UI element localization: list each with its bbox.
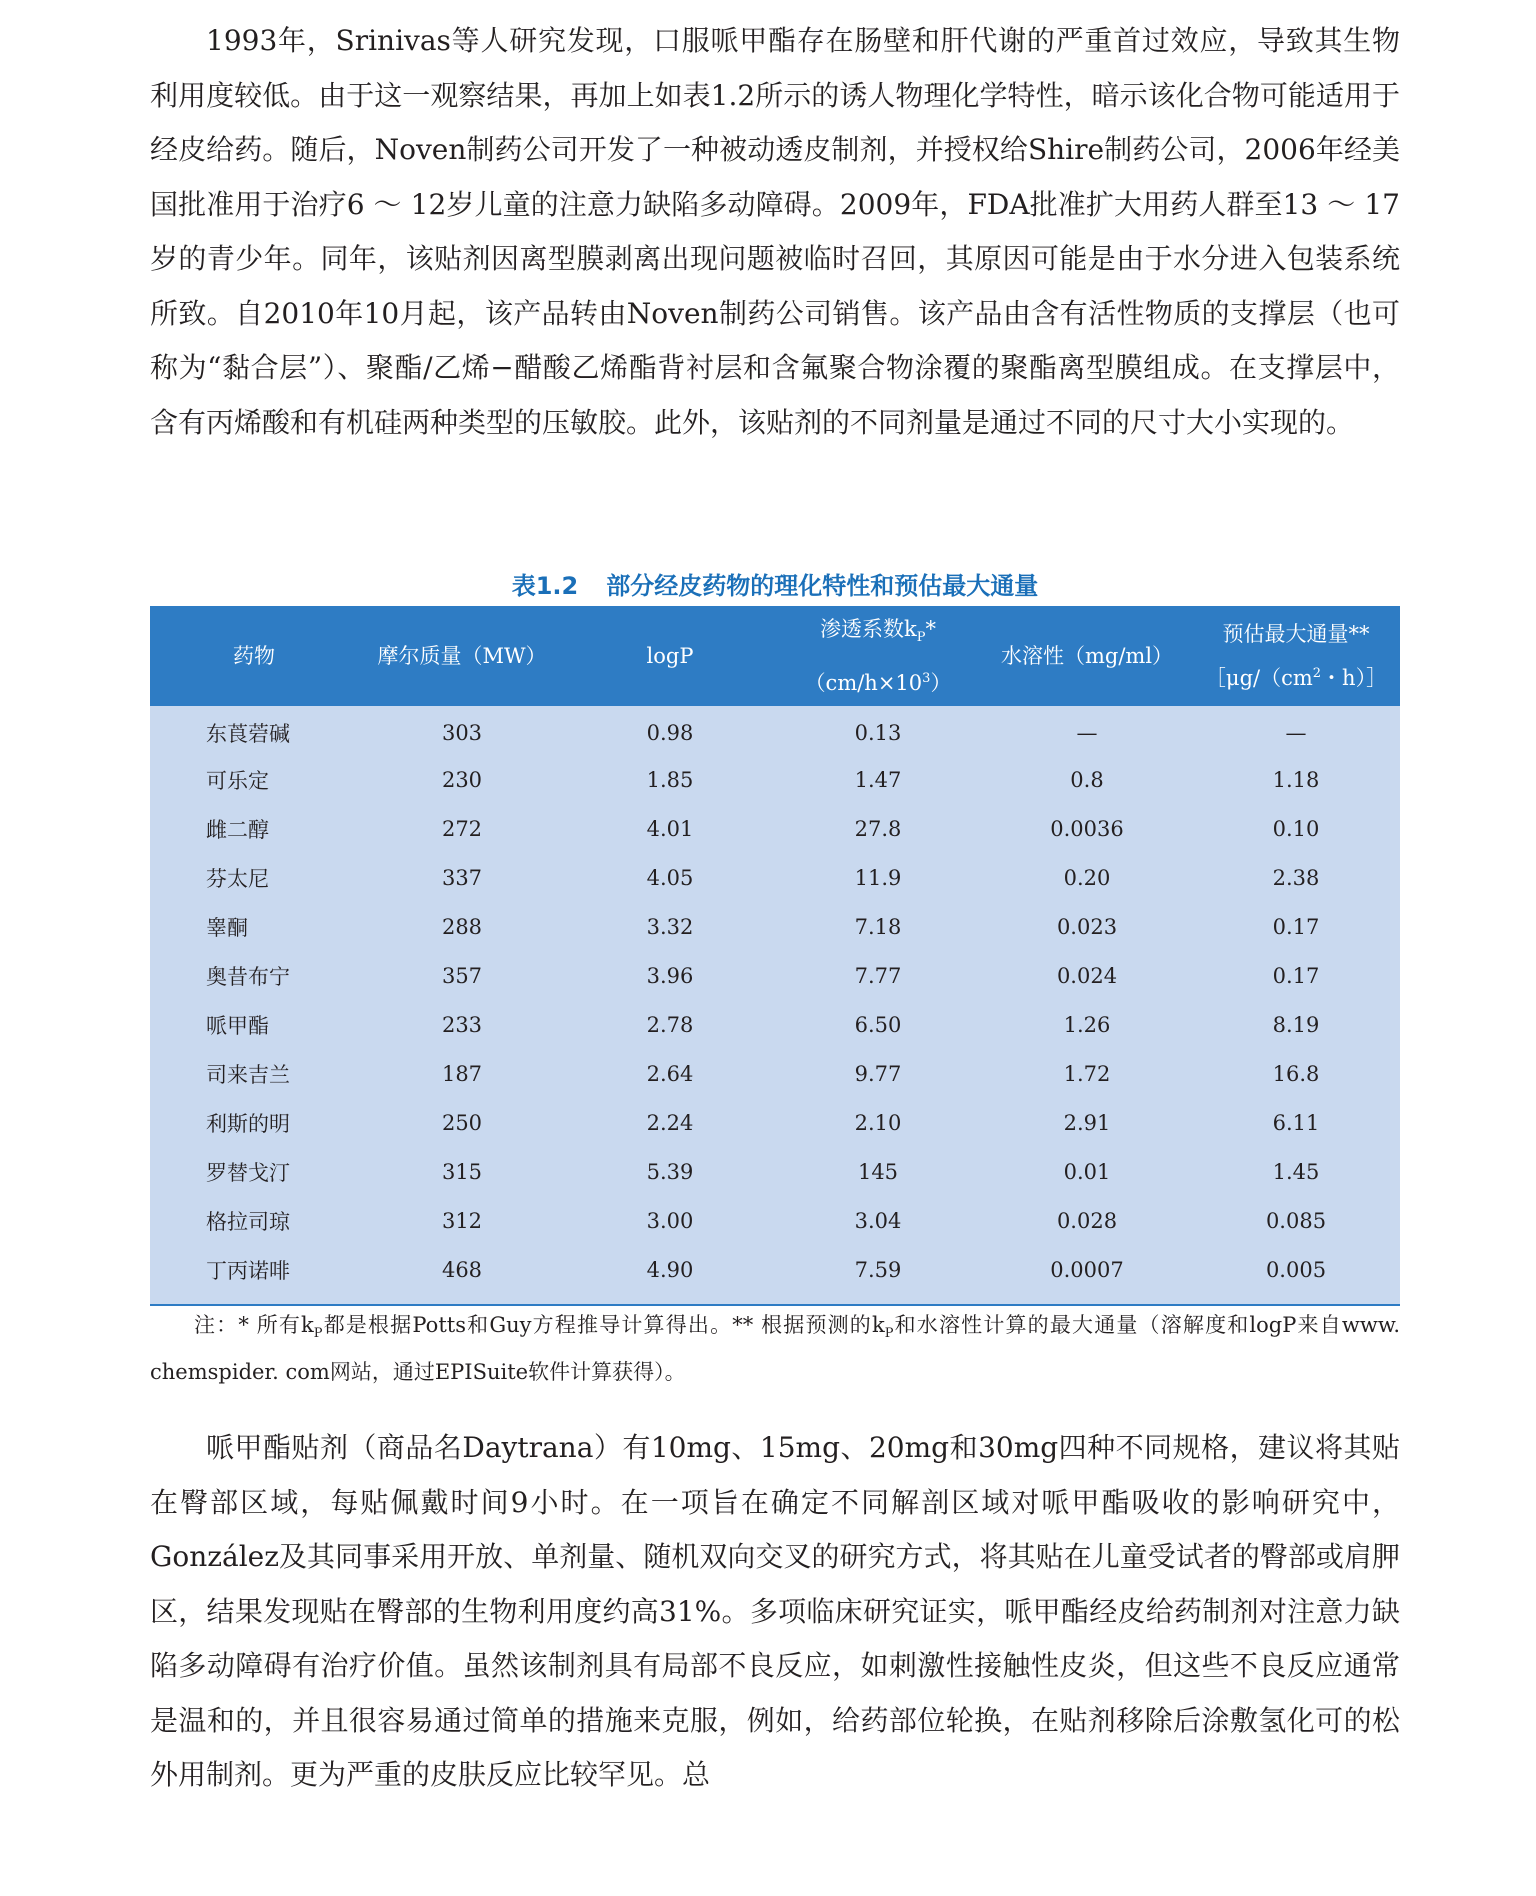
header-max-flux-line1: 预估最大通量**: [1222, 622, 1370, 646]
cell-permeability: 7.77: [854, 963, 902, 988]
cell-drug: 司来吉兰: [206, 1062, 290, 1087]
table-row: [150, 902, 1400, 951]
cell-permeability: 1.47: [854, 767, 902, 792]
header-max-flux-close: ・h）］: [1321, 666, 1388, 690]
cell-drug: 利斯的明: [206, 1111, 290, 1136]
header-max-flux: [1192, 606, 1400, 706]
table-caption: [150, 566, 1400, 601]
cell-molar-mass: 233: [441, 1012, 483, 1037]
cell-molar-mass: 337: [441, 865, 483, 890]
table-row: [150, 804, 1400, 853]
table-note: [150, 1306, 1400, 1391]
header-permeability-line2: [774, 659, 982, 703]
header-permeability: [774, 606, 982, 706]
cell-drug: 可乐定: [206, 768, 269, 793]
cell-permeability: 6.50: [854, 1012, 902, 1037]
note-part-3: 和水溶性计算的最大通量（溶解度和logP来自www. chemspider. com网站，通过EPISuite软件计算获得）。: [150, 1313, 1400, 1385]
table-row: [150, 1196, 1400, 1245]
cell-permeability: 27.8: [854, 816, 902, 841]
body-paragraph-1: 1993年，Srinivas等人研究发现，口服哌甲酯存在肠壁和肝代谢的严重首过效应，导致其生物利用度较低。由于这一观察结果，再加上如表1.2所示的诱人物理化学特性，暗示该化合物可能适用于经皮给药。随后，Noven制药公司开发了一种被动透皮制剂，并授权给Shire制药公司，2006年经美国批准用于治疗6 ～ 12岁儿童的注意力缺陷多动障碍。2009年，FDA批准扩大用药人群至13 ～ 17岁的青少年。同年，该贴剂因离型膜剥离出现问题被临时召回，其原因可能是由于水分进入包装系统所致。自2010年10月起，该产品转由Noven制药公司销售。该产品由含有活性物质的支撑层（也可称为“黏合层”）、聚酯/乙烯−醋酸乙烯酯背衬层和含氟聚合物涂覆的聚酯离型膜组成。在支撑层中，含有丙烯酸和有机硅两种类型的压敏胶。此外，该贴剂的不同剂量是通过不同的尺寸大小实现的。: [150, 24, 1400, 439]
table-row: [150, 1098, 1400, 1147]
cell-permeability: 9.77: [854, 1061, 902, 1086]
cell-logp: 3.32: [646, 914, 694, 939]
table-row: [150, 1049, 1400, 1098]
table-row: [150, 853, 1400, 902]
cell-max-flux: 0.085: [1265, 1208, 1327, 1233]
cell-logp: 4.90: [646, 1257, 694, 1282]
cell-logp: 4.05: [646, 865, 694, 890]
cell-drug: 雌二醇: [206, 817, 269, 842]
cell-max-flux: 16.8: [1272, 1061, 1320, 1086]
table-row: [150, 951, 1400, 1000]
body-paragraph-2: 哌甲酯贴剂（商品名Daytrana）有10mg、15mg、20mg和30mg四种不同规格，建议将其贴在臀部区域，每贴佩戴时间9小时。在一项旨在确定不同解剖区域对哌甲酯吸收的影响研究中，González及其同事采用开放、单剂量、随机双向交叉的研究方式，将其贴在儿童受试者的臀部或肩胛区，结果发现贴在臀部的生物利用度约高31%。多项临床研究证实，哌甲酯经皮给药制剂对注意力缺陷多动障碍有治疗价值。虽然该制剂具有局部不良反应，如刺激性接触性皮炎，但这些不良反应通常是温和的，并且很容易通过简单的措施来克服，例如，给药部位轮换，在贴剂移除后涂敷氢化可的松外用制剂。更为严重的皮肤反应比较罕见。总: [150, 1431, 1400, 1791]
cell-permeability: 7.59: [854, 1257, 902, 1282]
cell-max-flux: 0.005: [1265, 1257, 1327, 1282]
header-permeability-line1: [774, 609, 982, 658]
cell-drug: 格拉司琼: [206, 1209, 290, 1234]
table-caption-title: 部分经皮药物的理化特性和预估最大通量: [606, 572, 1039, 600]
table-row: [150, 1000, 1400, 1049]
cell-solubility: 2.91: [1063, 1110, 1111, 1135]
cell-solubility: 1.72: [1063, 1061, 1111, 1086]
cell-max-flux: 0.17: [1272, 914, 1320, 939]
header-molar-mass: 摩尔质量（MW）: [377, 644, 547, 668]
note-subscript-1: P: [313, 1326, 323, 1342]
cell-molar-mass: 230: [441, 767, 483, 792]
cell-permeability: 145: [857, 1159, 899, 1184]
cell-logp: 2.24: [646, 1110, 694, 1135]
table-row: [150, 755, 1400, 804]
cell-solubility: 1.26: [1063, 1012, 1111, 1037]
cell-molar-mass: 468: [441, 1257, 483, 1282]
header-permeability-star: *: [925, 617, 936, 642]
header-permeability-label: 渗透系数k: [820, 617, 917, 642]
cell-drug: 奥昔布宁: [206, 964, 290, 989]
cell-max-flux: 6.11: [1272, 1110, 1320, 1135]
cell-max-flux: —: [1285, 720, 1307, 745]
header-permeability-subscript: P: [916, 630, 926, 646]
header-max-flux-unit: ［μg/（cm: [1204, 666, 1313, 690]
cell-max-flux: 2.38: [1272, 865, 1320, 890]
cell-solubility: —: [1076, 720, 1098, 745]
cell-max-flux: 1.45: [1272, 1159, 1320, 1184]
cell-logp: 0.98: [646, 720, 694, 745]
header-drug: 药物: [233, 644, 275, 668]
header-logp: logP: [646, 644, 694, 668]
cell-solubility: 0.8: [1070, 767, 1104, 792]
header-permeability-exponent: 3: [922, 670, 931, 686]
cell-molar-mass: 250: [441, 1110, 483, 1135]
cell-solubility: 0.0036: [1050, 816, 1124, 841]
cell-max-flux: 1.18: [1272, 767, 1320, 792]
header-max-flux-exponent: 2: [1312, 666, 1322, 681]
note-part-2: 都是根据Potts和Guy方程推导计算得出。** 根据预测的k: [322, 1313, 885, 1337]
cell-drug: 哌甲酯: [206, 1013, 269, 1038]
cell-max-flux: 0.10: [1272, 816, 1320, 841]
note-subscript-2: P: [884, 1326, 894, 1342]
cell-molar-mass: 312: [441, 1208, 483, 1233]
table-row: [150, 1147, 1400, 1196]
cell-max-flux: 0.17: [1272, 963, 1320, 988]
cell-solubility: 0.028: [1056, 1208, 1118, 1233]
cell-molar-mass: 303: [441, 720, 483, 745]
cell-molar-mass: 272: [441, 816, 483, 841]
cell-permeability: 0.13: [854, 720, 902, 745]
table-row: [150, 1245, 1400, 1294]
cell-solubility: 0.023: [1056, 914, 1118, 939]
cell-logp: 3.96: [646, 963, 694, 988]
cell-molar-mass: 357: [441, 963, 483, 988]
cell-solubility: 0.0007: [1050, 1257, 1124, 1282]
cell-drug: 罗替戈汀: [206, 1160, 290, 1185]
cell-drug: 丁丙诺啡: [206, 1258, 290, 1283]
cell-permeability: 11.9: [854, 865, 902, 890]
header-permeability-unit: （cm/h×10: [804, 670, 923, 695]
cell-permeability: 2.10: [854, 1110, 902, 1135]
cell-solubility: 0.024: [1056, 963, 1118, 988]
table-caption-number: 表1.2: [511, 572, 579, 600]
cell-permeability: 7.18: [854, 914, 902, 939]
cell-drug: 睾酮: [206, 915, 248, 940]
cell-molar-mass: 288: [441, 914, 483, 939]
cell-logp: 5.39: [646, 1159, 694, 1184]
table-body: [150, 706, 1400, 1294]
note-part-1: 注：* 所有k: [194, 1313, 314, 1337]
cell-logp: 4.01: [646, 816, 694, 841]
header-solubility: 水溶性（mg/ml）: [1000, 644, 1174, 668]
cell-molar-mass: 187: [441, 1061, 483, 1086]
cell-logp: 2.64: [646, 1061, 694, 1086]
table-header-row: [150, 606, 1400, 706]
cell-logp: 3.00: [646, 1208, 694, 1233]
cell-solubility: 0.20: [1063, 865, 1111, 890]
cell-molar-mass: 315: [441, 1159, 483, 1184]
cell-permeability: 3.04: [854, 1208, 902, 1233]
table-row: [150, 706, 1400, 755]
header-permeability-close: ）: [930, 670, 952, 695]
cell-logp: 1.85: [646, 767, 694, 792]
header-max-flux-line2: [1192, 654, 1400, 698]
cell-drug: 东莨菪碱: [206, 721, 290, 746]
cell-solubility: 0.01: [1063, 1159, 1111, 1184]
cell-logp: 2.78: [646, 1012, 694, 1037]
cell-max-flux: 8.19: [1272, 1012, 1320, 1037]
cell-drug: 芬太尼: [206, 866, 269, 891]
data-table-container: [150, 606, 1400, 1306]
table-header: [150, 606, 1400, 706]
data-table: [150, 606, 1400, 1294]
